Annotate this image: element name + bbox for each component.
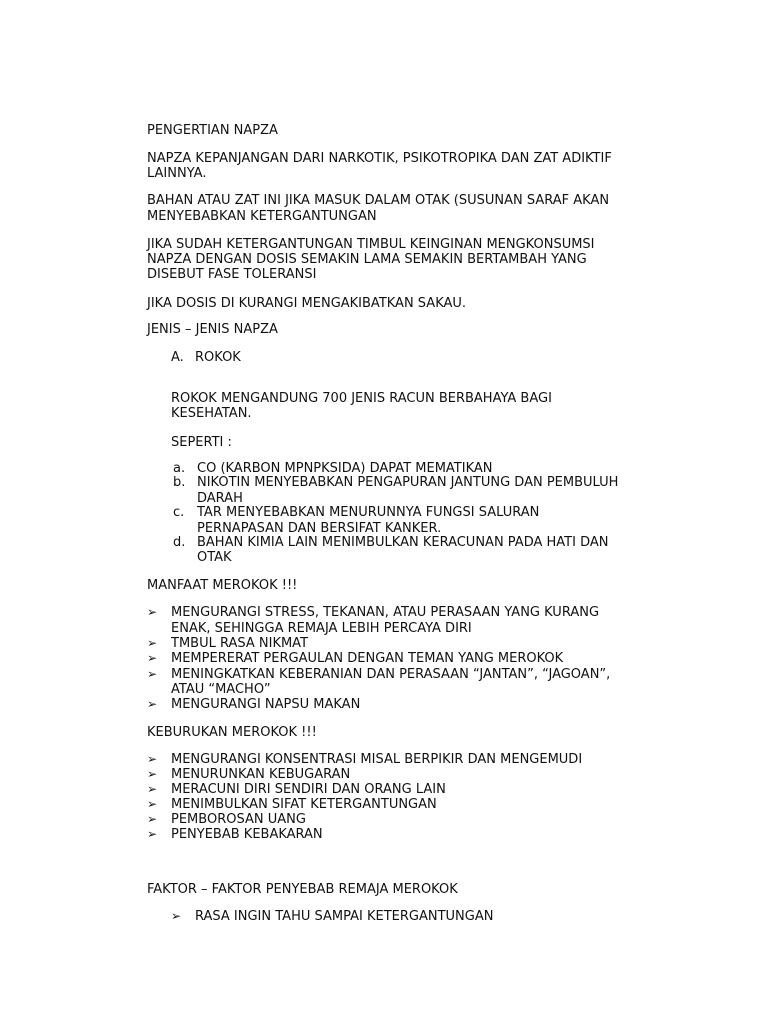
- paragraph-line: JIKA DOSIS DI KURANGI MENGAKIBATKAN SAKAU.: [147, 296, 467, 311]
- page-title: PENGERTIAN NAPZA: [147, 123, 278, 138]
- arrow-bullet-icon: ➢: [147, 827, 158, 841]
- paragraph-line: DISEBUT FASE TOLERANSI: [147, 267, 317, 282]
- list-item: MENINGKATKAN KEBERANIAN DAN PERASAAN “JANTAN”, “JAGOAN”,: [171, 667, 611, 682]
- list-item: PENYEBAB KEBAKARAN: [171, 827, 323, 842]
- arrow-bullet-icon: ➢: [147, 797, 158, 811]
- paragraph-line: LAINNYA.: [147, 166, 207, 181]
- list-marker: A.: [171, 350, 184, 365]
- list-item: ENAK, SEHINGGA REMAJA LEBIH PERCAYA DIRI: [171, 621, 472, 636]
- list-item: CO (KARBON MPNPKSIDA) DAPAT MEMATIKAN: [197, 461, 493, 476]
- list-item: OTAK: [197, 550, 232, 565]
- list-item: RASA INGIN TAHU SAMPAI KETERGANTUNGAN: [195, 909, 494, 924]
- list-item: MENGURANGI KONSENTRASI MISAL BERPIKIR DAN MENGEMUDI: [171, 752, 583, 767]
- list-item: MERACUNI DIRI SENDIRI DAN ORANG LAIN: [171, 782, 446, 797]
- list-item: MENGURANGI STRESS, TEKANAN, ATAU PERASAAN YANG KURANG: [171, 605, 600, 620]
- list-item: DARAH: [197, 491, 243, 506]
- list-item: MENURUNKAN KEBUGARAN: [171, 767, 351, 782]
- arrow-bullet-icon: ➢: [147, 767, 158, 781]
- paragraph-line: BAHAN ATAU ZAT INI JIKA MASUK DALAM OTAK (SUSUNAN SARAF AKAN: [147, 193, 610, 208]
- arrow-bullet-icon: ➢: [147, 605, 158, 619]
- paragraph-line: MENYEBABKAN KETERGANTUNGAN: [147, 209, 377, 224]
- subsection-title: ROKOK: [195, 350, 241, 365]
- paragraph-line: KESEHATAN.: [171, 406, 252, 421]
- arrow-bullet-icon: ➢: [147, 752, 158, 766]
- paragraph-line: ROKOK MENGANDUNG 700 JENIS RACUN BERBAHAYA BAGI: [171, 391, 552, 406]
- list-item: BAHAN KIMIA LAIN MENIMBULKAN KERACUNAN PADA HATI DAN: [197, 535, 609, 550]
- list-item: PERNAPASAN DAN BERSIFAT KANKER.: [197, 521, 442, 536]
- arrow-bullet-icon: ➢: [147, 636, 158, 650]
- arrow-bullet-icon: ➢: [147, 651, 158, 665]
- arrow-bullet-icon: ➢: [147, 782, 158, 796]
- arrow-bullet-icon: ➢: [147, 697, 158, 711]
- list-marker: a.: [173, 461, 186, 476]
- section-heading: JENIS – JENIS NAPZA: [147, 322, 278, 337]
- paragraph-line: NAPZA KEPANJANGAN DARI NARKOTIK, PSIKOTROPIKA DAN ZAT ADIKTIF: [147, 151, 612, 166]
- arrow-bullet-icon: ➢: [171, 909, 182, 923]
- list-item: PEMBOROSAN UANG: [171, 812, 306, 827]
- list-item: TAR MENYEBABKAN MENURUNNYA FUNGSI SALURAN: [197, 505, 540, 520]
- list-item: MEMPERERAT PERGAULAN DENGAN TEMAN YANG MEROKOK: [171, 651, 564, 666]
- arrow-bullet-icon: ➢: [147, 812, 158, 826]
- paragraph-line: NAPZA DENGAN DOSIS SEMAKIN LAMA SEMAKIN BERTAMBAH YANG: [147, 252, 587, 267]
- list-marker: b.: [173, 475, 186, 490]
- paragraph-line: JIKA SUDAH KETERGANTUNGAN TIMBUL KEINGINAN MENGKONSUMSI: [147, 237, 595, 252]
- section-heading: MANFAAT MEROKOK !!!: [147, 578, 298, 593]
- list-item: NIKOTIN MENYEBABKAN PENGAPURAN JANTUNG DAN PEMBULUH: [197, 475, 619, 490]
- list-item: ATAU “MACHO”: [171, 682, 271, 697]
- section-heading: KEBURUKAN MEROKOK !!!: [147, 725, 317, 740]
- list-item: MENIMBULKAN SIFAT KETERGANTUNGAN: [171, 797, 437, 812]
- list-marker: c.: [173, 505, 185, 520]
- list-item: TMBUL RASA NIKMAT: [171, 636, 309, 651]
- list-marker: d.: [173, 535, 186, 550]
- paragraph-line: SEPERTI :: [171, 435, 232, 450]
- section-heading: FAKTOR – FAKTOR PENYEBAB REMAJA MEROKOK: [147, 882, 458, 897]
- arrow-bullet-icon: ➢: [147, 667, 158, 681]
- list-item: MENGURANGI NAPSU MAKAN: [171, 697, 361, 712]
